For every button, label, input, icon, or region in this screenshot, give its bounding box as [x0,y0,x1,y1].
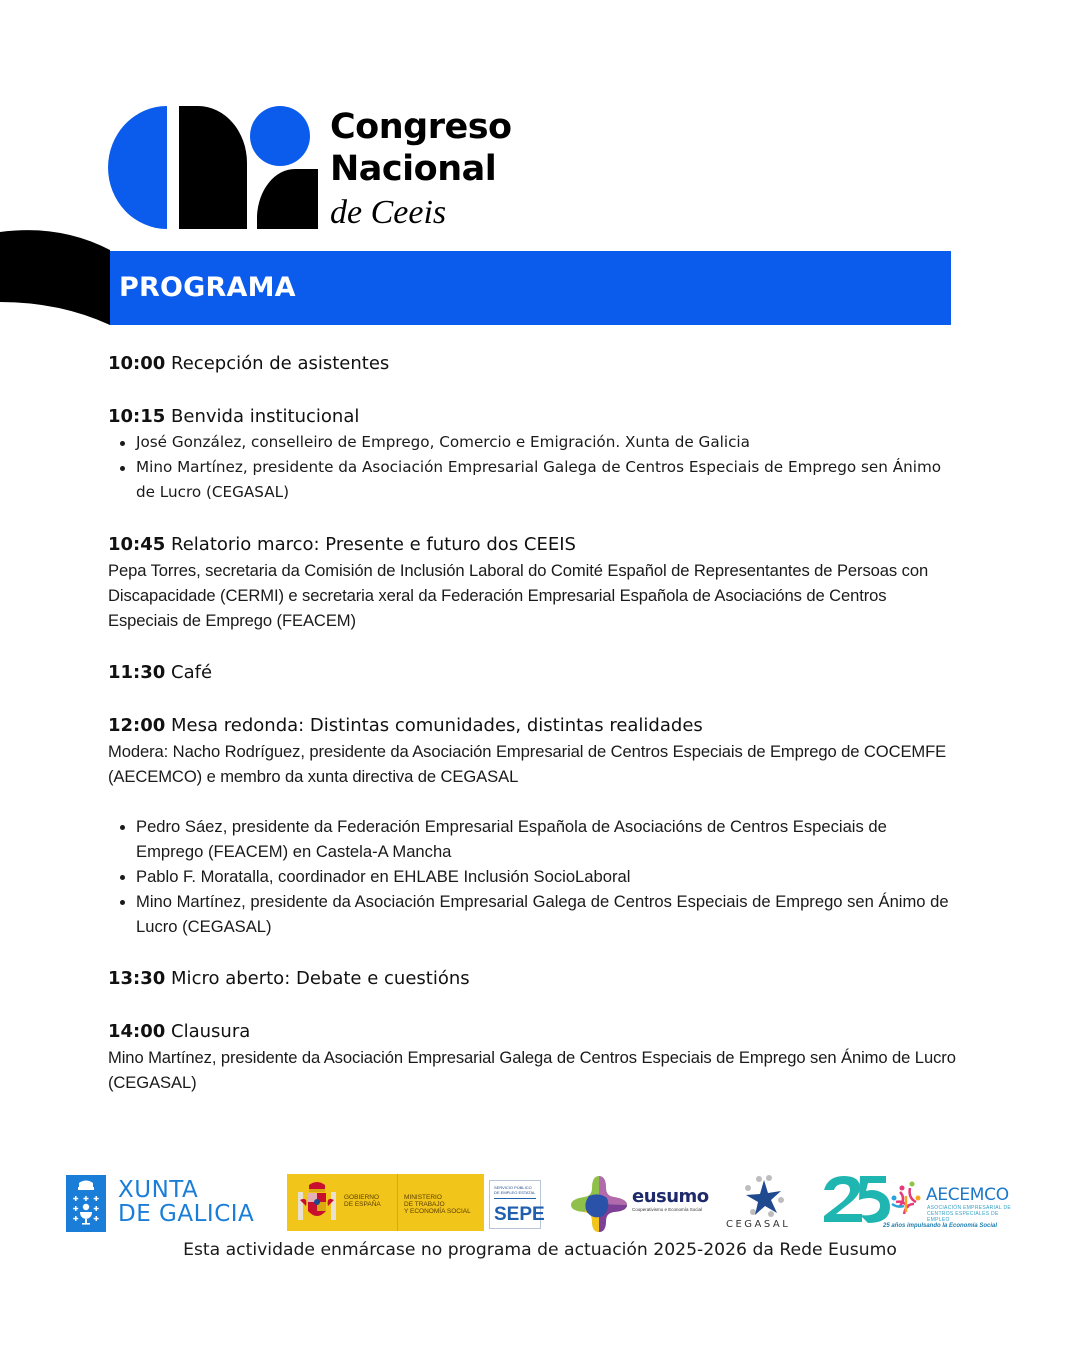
xunta-line1: XUNTA [118,1177,199,1203]
speaker-text: José González, conselleiro de Emprego, Comercio e Emigración. Xunta de Galicia [136,433,750,451]
cegasal-star-icon [741,1174,787,1218]
sepe-small-line1: SERVICIO PÚBLICO [494,1185,532,1190]
session-heading [108,966,958,992]
session-description: Modera: Nacho Rodríguez, presidente da Asociación Empresarial de Centros Especiais de Emprego de COCEMFE (AECEMCO) e membro da xunta directiva de CEGASAL [108,742,947,786]
speaker-item [108,814,958,864]
logo-blue-circle [250,106,310,166]
session-time: 10:00 [108,353,166,374]
eusumo-star-icon [569,1174,629,1232]
decorative-swoosh [0,228,112,328]
sponsor-logos [66,1172,1016,1234]
session-time: 12:00 [108,715,166,736]
ministry-line1: MINISTERIO [404,1194,442,1201]
session-item [108,966,958,992]
session-description: Pepa Torres, secretaria da Comisión de Inclusión Laboral do Comité Español de Representantes de Persoas con Discapacidade (CERMI) e secretaria xeral da Federación Empresarial Española de Asociacións de Centros Especiais de Emprego (FEACEM) [108,561,929,630]
gobierno-line1: GOBIERNO [344,1194,380,1201]
program-list [108,351,958,1122]
session-title: Benvida institucional [171,406,360,427]
bullet-icon [120,441,125,446]
eusumo-name: eusumo [632,1186,709,1207]
session-description: Mino Martínez, presidente da Asociación Empresarial Galega de Centros Especiais de Emprego sen Ánimo de Lucro (CEGASAL) [108,1048,956,1092]
speaker-list [108,814,958,939]
logo-blue-half-disc [108,106,167,229]
session-item [108,532,958,633]
xunta-line2: DE GALICIA [118,1201,255,1227]
session-time: 10:15 [108,406,166,427]
ministry-line3: Y ECONOMÍA SOCIAL [404,1208,471,1215]
cegasal-name: CEGASAL [726,1219,791,1230]
divider [397,1174,398,1231]
ministry-text [404,1194,471,1215]
logo-subtitle: de Ceeis [330,194,447,231]
speaker-text: Pablo F. Moratalla, coordinador en EHLABE Inclusión SocioLaboral [136,867,631,886]
speaker-text: Mino Martínez, presidente da Asociación Empresarial Galega de Centros Especiais de Emprego sen Ánimo de Lucro (CEGASAL) [136,892,949,936]
speaker-text: Pedro Sáez, presidente da Federación Empresarial Española de Asociacións de Centros Especiais de Emprego (FEACEM) en Castela-A Mancha [136,817,887,861]
bullet-icon [120,825,125,830]
spain-coat-of-arms-icon [297,1182,337,1224]
gobierno-espana-logo [287,1174,484,1231]
speaker-list [108,430,958,505]
footer-note: Esta actividade enmárcase no programa de actuación 2025-2026 da Rede Eusumo [183,1240,897,1260]
logo-title [330,106,512,190]
session-heading [108,660,958,686]
xunta-logo-text [118,1178,254,1226]
logo-title-line2: Nacional [330,149,497,189]
bullet-icon [120,466,125,471]
session-title: Relatorio marco: Presente e futuro dos CEEIS [171,534,576,555]
session-title: Mesa redonda: Distintas comunidades, distintas realidades [171,715,703,736]
gobierno-text [344,1194,381,1208]
sepe-small-line2: DE EMPLEO ESTATAL [494,1190,536,1195]
session-heading [108,713,958,739]
speaker-text: Mino Martínez, presidente da Asociación Empresarial Galega de Centros Especiais de Emprego sen Ánimo de Lucro (CEGASAL) [136,458,942,501]
speaker-item [108,889,958,939]
session-title: Recepción de asistentes [171,353,390,374]
session-time: 11:30 [108,662,166,683]
aecemco-subtitle [927,1205,1016,1223]
session-heading [108,404,958,430]
aecemco-tagline: 25 años impulsando la Economía Social [883,1223,998,1229]
session-title: Café [171,662,213,683]
bullet-icon [120,875,125,880]
session-heading [108,532,958,558]
session-heading [108,1019,958,1045]
session-time: 14:00 [108,1021,166,1042]
ministry-line2: DE TRABAJO [404,1201,445,1208]
eusumo-tagline: Cooperativismo e Economía Social [632,1207,703,1212]
session-heading [108,351,958,377]
program-banner [110,251,951,325]
xunta-crest-icon [66,1175,106,1232]
banner-title: PROGRAMA [119,272,296,303]
logo-title-line1: Congreso [330,107,512,147]
speaker-item [108,430,958,455]
session-time: 13:30 [108,968,166,989]
session-item [108,713,958,939]
session-title: Micro aberto: Debate e cuestións [171,968,470,989]
sepe-name: SEPE [494,1204,545,1225]
speaker-item [108,864,958,889]
bullet-icon [120,900,125,905]
session-time: 10:45 [108,534,166,555]
sepe-subtitle [494,1185,535,1195]
congress-logo-mark [108,106,318,231]
aecemco-sub-line1: ASOCIACIÓN EMPRESARIAL DE [927,1205,1011,1211]
session-item [108,1019,958,1095]
gobierno-line2: DE ESPAÑA [344,1201,381,1208]
session-item [108,660,958,686]
session-item [108,404,958,505]
aecemco-25-icon [822,1174,922,1224]
session-title: Clausura [171,1021,251,1042]
aecemco-name: AECEMCO [926,1185,1009,1205]
speaker-item [108,455,958,505]
congress-logo [108,106,528,231]
logo-black-arch [179,106,247,229]
logo-black-quarter [257,169,318,229]
sepe-logo [489,1180,545,1229]
aecemco-sub-line2: CENTROS ESPECIALES DE EMPLEO [927,1211,999,1223]
session-item [108,351,958,377]
divider [494,1198,536,1199]
